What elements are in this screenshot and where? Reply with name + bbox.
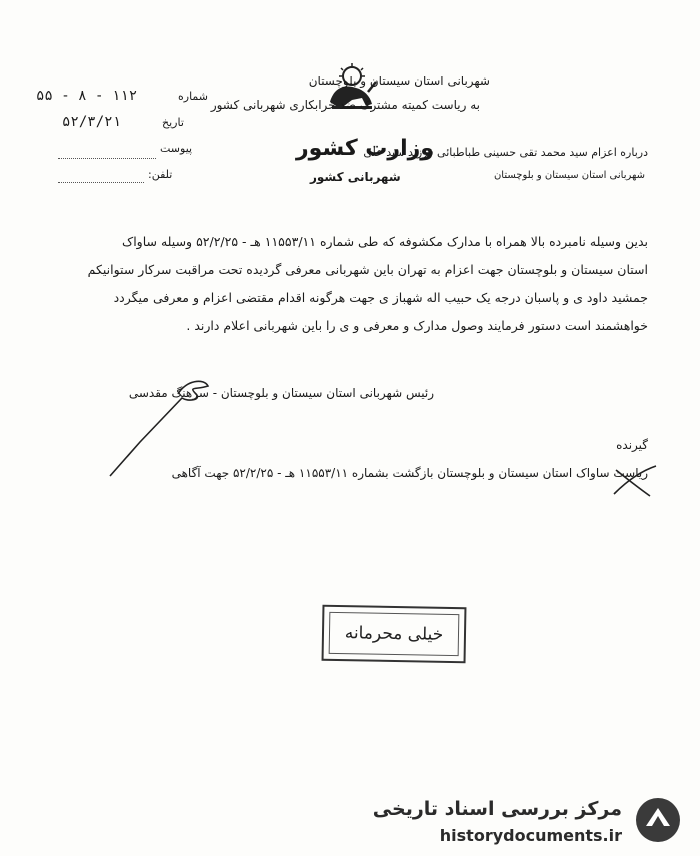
- body-line-3: جمشید داود ی و پاسبان درجه یک حبیب اله شهباز ی جهت هرگونه اقدام مقتضی اعزام و معرفی میگردد: [113, 290, 648, 305]
- recipient-text: ریاست ساواک استان سیستان و بلوچستان بازگشت بشماره ۱۱۵۵۳/۱۱ هـ - ۵۲/۲/۲۵ جهت آگاهی: [171, 466, 648, 480]
- department-title: شهربانی کشور: [310, 170, 401, 184]
- header-line-subject: درباره اعزام سید محمد تقی حسینی طباطبائی فرزند سید علی: [363, 146, 648, 159]
- date-value: ۵۲/۳/۲۱: [62, 114, 122, 130]
- body-line-2: استان سیستان و بلوچستان جهت اعزام به تهران باین شهربانی معرفی گردیده تحت مراقبت سرکار ستوانیکم: [87, 262, 648, 277]
- phone-label: تلفن:: [148, 168, 173, 181]
- header-line-addressee: به ریاست کمیته مشترک ضد خرابکاری شهربانی کشور: [210, 98, 480, 112]
- attachment-label: پیوست: [160, 142, 193, 155]
- recipient-label: گیرنده: [616, 438, 648, 452]
- body-line-4: خواهشمند است دستور فرمایند وصول مدارک و معرفی و ی را باین شهربانی اعلام دارند .: [186, 318, 648, 333]
- archive-logo-icon: [634, 796, 682, 844]
- number-label: شماره: [178, 90, 209, 103]
- attachment-field-line: [58, 158, 156, 159]
- number-value: ۵۵ - ۸ - ۱۱۲: [36, 88, 138, 104]
- stamp-text: خیلی محرمانه: [329, 612, 460, 656]
- date-label: تاریخ: [162, 116, 184, 129]
- header-line-province-police: شهربانی استان سیستان و بلوچستان: [308, 74, 490, 88]
- archive-name: مرکز بررسی اسناد تاریخی: [372, 798, 622, 820]
- archive-website: historydocuments.ir: [439, 826, 622, 845]
- phone-field-line: [58, 182, 144, 183]
- cross-mark-icon: [610, 462, 660, 498]
- signature-line: رئیس شهربانی استان سیستان و بلوچستان - سرهنگ مقدسی: [128, 386, 434, 400]
- ministry-title: وزارت کشور: [296, 136, 434, 161]
- header-line-sender: شهربانی استان سیستان و بلوچستان: [493, 170, 645, 181]
- body-line-1: بدین وسیله نامبرده بالا همراه با مدارک مکشوفه که طی شماره ۱۱۵۵۳/۱۱ هـ - ۵۲/۲/۲۵ وسیله ساواک: [122, 234, 648, 249]
- classification-stamp: [322, 605, 467, 664]
